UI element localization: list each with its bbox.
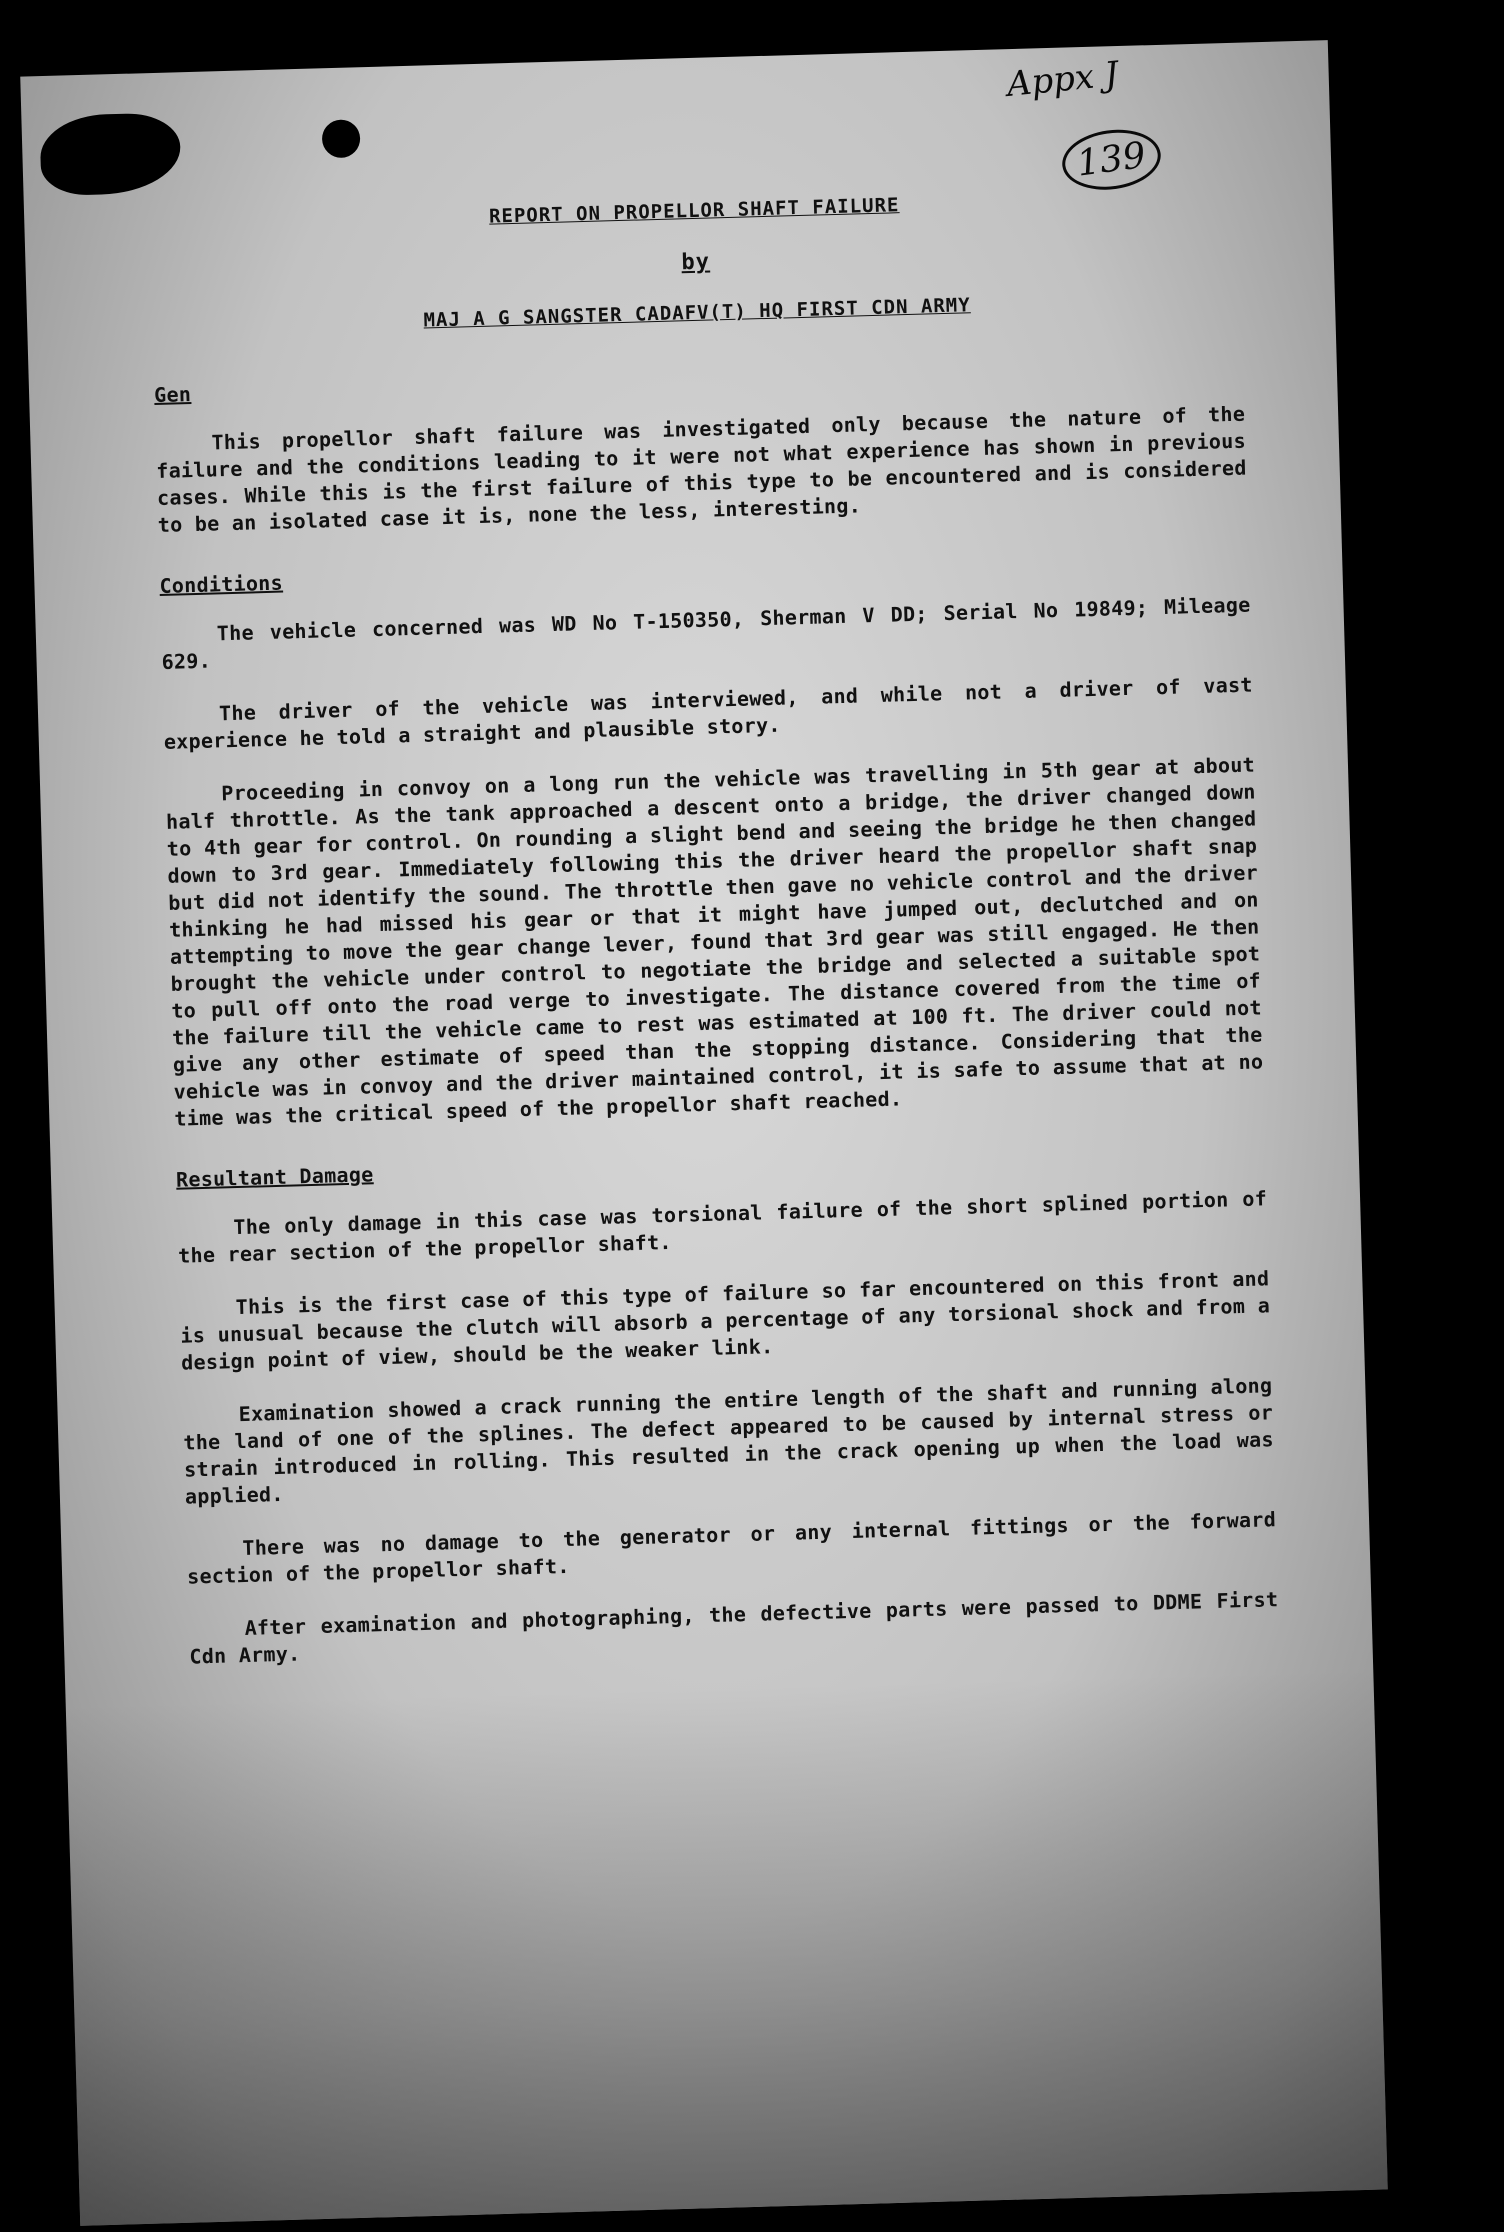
report-title: REPORT ON PROPELLOR SHAFT FAILURE	[488, 194, 900, 228]
report-author: MAJ A G SANGSTER CADAFV(T) HQ FIRST CDN ARMY	[423, 294, 971, 332]
paragraph: This propellor shaft failure was investigated only because the nature of the failure and the conditions leading to it were not what experience has shown in previous cases. While this is the first failure of this type to be encountered and is considered to be an isolated case it is, none the less, interesting.	[155, 401, 1247, 538]
report-body	[149, 183, 1280, 1697]
section-resultant-damage	[176, 1136, 1280, 1670]
paragraph: The only damage in this case was torsional failure of the short splined portion of the rear section of the propellor shaft.	[177, 1186, 1268, 1268]
folio-number: 139	[1059, 124, 1165, 196]
paragraph: After examination and photographing, the defective parts were passed to DDME First Cdn Army.	[189, 1587, 1279, 1669]
title-block	[149, 183, 1242, 342]
paragraph: The vehicle concerned was WD No T-150350, Sherman V DD; Serial No 19849; Mileage 629.	[161, 592, 1251, 674]
document-page	[20, 40, 1388, 2226]
paragraph: Proceeding in convoy on a long run the vehicle was travelling in 5th gear at about half throttle. As the tank approached a descent onto a bridge, the driver changed down to 4th gear for control. On rounding a slight bend and seeing the bridge he then changed down to 3rd gear. Immediately following this the driver heard the propellor shaft snap but did not identify the sound. The throttle then gave no vehicle control and the driver thinking he had missed his gear or that it might have jumped out, declutched and on attempting to move the gear change lever, found that 3rd gear was still engaged. He then brought the vehicle under control to negotiate the bridge and selected a suitable spot to pull off onto the road verge to investigate. The distance covered from the time of the failure till the vehicle came to rest was estimated at 100 ft. The driver could not give any other estimate of speed than the stopping distance. Considering that the vehicle was in convoy and the driver maintained control, it is safe to assume that at no time was the critical speed of the propellor shaft reached.	[165, 752, 1264, 1131]
paragraph: There was no damage to the generator or any internal fittings or the forward section of the propellor shaft.	[186, 1507, 1277, 1589]
section-heading: Resultant Damage	[175, 1162, 374, 1192]
paragraph: This is the first case of this type of failure so far encountered on this front and is unusual because the clutch will absorb a percentage of any torsional shock and from a design point of view, should be the weaker link.	[180, 1266, 1271, 1375]
torn-corner	[39, 112, 181, 196]
section-heading: Gen	[153, 382, 192, 408]
paragraph: Examination showed a crack running the entire length of the shaft and running along the land of one of the splines. The defect appeared to be caused by internal stress or strain introduced in rolling. This resulted in the crack opening up when the load was applied.	[183, 1373, 1275, 1509]
punch-hole	[322, 119, 361, 158]
section-heading: Conditions	[159, 570, 284, 598]
section-conditions	[159, 543, 1264, 1133]
section-gen	[154, 352, 1248, 539]
report-by: by	[681, 249, 711, 276]
paragraph: The driver of the vehicle was interviewed, and while not a driver of vast experience he told a straight and plausible story.	[163, 672, 1254, 754]
appendix-mark: Appx J	[1005, 54, 1121, 105]
